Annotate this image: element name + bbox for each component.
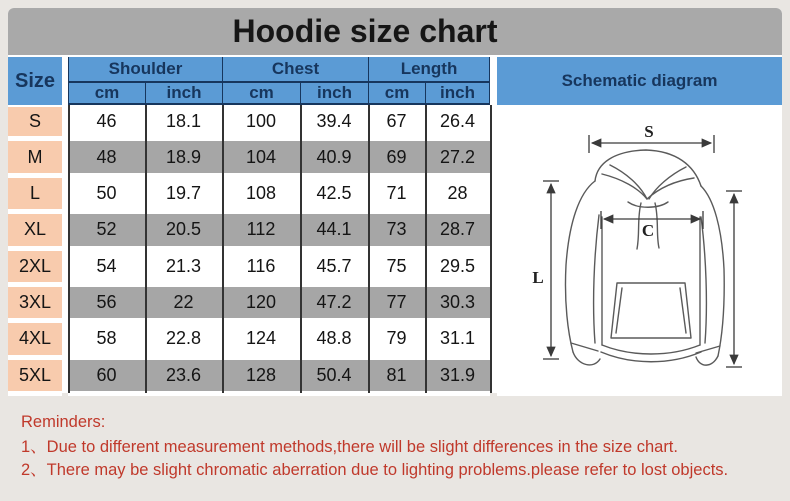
reminder-line: 1、Due to different measurement methods,there will be slight differences in the size chart. bbox=[21, 437, 678, 456]
shoulder-inch-cell: 22.8 bbox=[145, 323, 222, 359]
size-cell: M bbox=[8, 141, 62, 177]
chest-cm-cell: 108 bbox=[222, 178, 300, 214]
length-inch-cell: 30.3 bbox=[425, 287, 490, 323]
chest-cm-header: cm bbox=[222, 83, 300, 105]
shoulder-group-header: Shoulder bbox=[68, 57, 222, 83]
length-inch-cell: 28 bbox=[425, 178, 490, 214]
group-header-row bbox=[8, 57, 782, 83]
hoodie-drawing bbox=[566, 150, 725, 365]
shoulder-inch-cell: 22 bbox=[145, 287, 222, 323]
shoulder-inch-cell: 21.3 bbox=[145, 251, 222, 287]
chest-inch-cell: 48.8 bbox=[300, 323, 368, 359]
chest-cm-cell: 124 bbox=[222, 323, 300, 359]
shoulder-cm-header: cm bbox=[68, 83, 145, 105]
page-title: Hoodie size chart bbox=[232, 13, 498, 49]
chest-cm-cell: 116 bbox=[222, 251, 300, 287]
size-cell: 3XL bbox=[8, 287, 62, 323]
size-chart-card bbox=[8, 8, 782, 393]
length-cm-cell: 77 bbox=[368, 287, 425, 323]
length-inch-cell: 31.9 bbox=[425, 360, 490, 396]
chest-inch-cell: 39.4 bbox=[300, 105, 368, 141]
shoulder-inch-cell: 19.7 bbox=[145, 178, 222, 214]
reminders-section bbox=[21, 411, 781, 483]
length-cm-cell: 73 bbox=[368, 214, 425, 250]
size-cell: XL bbox=[8, 214, 62, 250]
length-inch-cell: 31.1 bbox=[425, 323, 490, 359]
shoulder-inch-cell: 18.1 bbox=[145, 105, 222, 141]
shoulder-inch-cell: 20.5 bbox=[145, 214, 222, 250]
shoulder-cm-cell: 50 bbox=[68, 178, 145, 214]
chest-inch-cell: 42.5 bbox=[300, 178, 368, 214]
length-cm-cell: 69 bbox=[368, 141, 425, 177]
chest-dim-label: C bbox=[641, 221, 655, 240]
length-cm-cell: 71 bbox=[368, 178, 425, 214]
length-cm-cell: 81 bbox=[368, 360, 425, 396]
shoulder-inch-cell: 23.6 bbox=[145, 360, 222, 396]
chest-cm-cell: 104 bbox=[222, 141, 300, 177]
chest-inch-cell: 40.9 bbox=[300, 141, 368, 177]
size-cell: 5XL bbox=[8, 360, 62, 396]
shoulder-cm-cell: 46 bbox=[68, 105, 145, 141]
reminder-line: 2、There may be slight chromatic aberration due to lighting problems.please refer to lost objects. bbox=[21, 461, 729, 479]
title-band bbox=[8, 8, 782, 55]
chest-inch-cell: 44.1 bbox=[300, 214, 368, 250]
chest-cm-cell: 128 bbox=[222, 360, 300, 396]
chest-cm-cell: 120 bbox=[222, 287, 300, 323]
shoulder-cm-cell: 60 bbox=[68, 360, 145, 396]
shoulder-cm-cell: 56 bbox=[68, 287, 145, 323]
size-cell: 4XL bbox=[8, 323, 62, 359]
size-column-header: Size bbox=[8, 57, 62, 105]
chest-cm-cell: 112 bbox=[222, 214, 300, 250]
shoulder-cm-cell: 58 bbox=[68, 323, 145, 359]
chest-inch-cell: 50.4 bbox=[300, 360, 368, 396]
column-gap bbox=[490, 57, 497, 105]
size-cell: S bbox=[8, 105, 62, 141]
length-inch-cell: 27.2 bbox=[425, 141, 490, 177]
dimension-arrows bbox=[543, 135, 742, 367]
shoulder-cm-cell: 54 bbox=[68, 251, 145, 287]
length-dim-label: L bbox=[532, 268, 544, 287]
size-table bbox=[8, 57, 782, 396]
schematic-column-header: Schematic diagram bbox=[497, 57, 782, 105]
length-inch-cell: 26.4 bbox=[425, 105, 490, 141]
length-inch-cell: 28.7 bbox=[425, 214, 490, 250]
chest-group-header: Chest bbox=[222, 57, 368, 83]
shoulder-cm-cell: 48 bbox=[68, 141, 145, 177]
chest-inch-cell: 45.7 bbox=[300, 251, 368, 287]
length-inch-cell: 29.5 bbox=[425, 251, 490, 287]
shoulder-cm-cell: 52 bbox=[68, 214, 145, 250]
shoulder-dim-label: S bbox=[644, 122, 654, 141]
hoodie-schematic bbox=[498, 105, 781, 391]
length-inch-header: inch bbox=[425, 83, 490, 105]
chest-inch-header: inch bbox=[300, 83, 368, 105]
chest-inch-cell: 47.2 bbox=[300, 287, 368, 323]
length-cm-cell: 79 bbox=[368, 323, 425, 359]
size-cell: 2XL bbox=[8, 251, 62, 287]
length-cm-cell: 75 bbox=[368, 251, 425, 287]
length-cm-cell: 67 bbox=[368, 105, 425, 141]
table-row bbox=[8, 105, 782, 141]
reminders-heading: Reminders: bbox=[21, 413, 106, 431]
size-cell: L bbox=[8, 178, 62, 214]
shoulder-inch-header: inch bbox=[145, 83, 222, 105]
length-cm-header: cm bbox=[368, 83, 425, 105]
schematic-diagram-cell bbox=[497, 105, 782, 396]
length-group-header: Length bbox=[368, 57, 490, 83]
shoulder-inch-cell: 18.9 bbox=[145, 141, 222, 177]
chest-cm-cell: 100 bbox=[222, 105, 300, 141]
